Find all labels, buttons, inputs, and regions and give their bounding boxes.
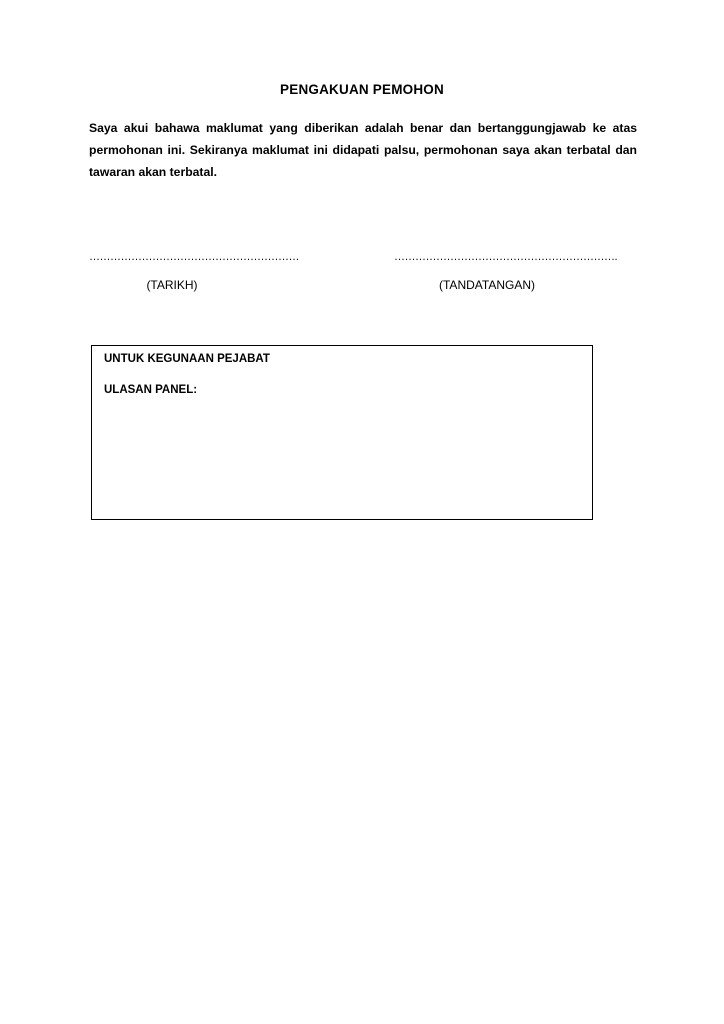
signature-block	[394, 251, 618, 292]
office-use-heading: UNTUK KEGUNAAN PEJABAT	[104, 353, 270, 365]
signature-label: (TANDATANGAN)	[439, 278, 535, 292]
page-title: PENGAKUAN PEMOHON	[280, 82, 444, 97]
declaration-paragraph: Saya akui bahawa maklumat yang diberikan adalah benar dan bertanggungjawab ke atas permohonan ini. Sekiranya maklumat ini didapati palsu, permohonan saya akan terbatal dan tawaran akan terbatal.	[89, 121, 637, 179]
signature-line[interactable]: ……………………………………………………….	[394, 251, 618, 263]
panel-remarks-label: ULASAN PANEL:	[104, 384, 198, 396]
office-use-box	[91, 345, 593, 520]
date-signature-block	[89, 251, 299, 292]
date-label: (TARIKH)	[146, 278, 198, 292]
date-line[interactable]: ……………………………………………………	[89, 251, 299, 263]
